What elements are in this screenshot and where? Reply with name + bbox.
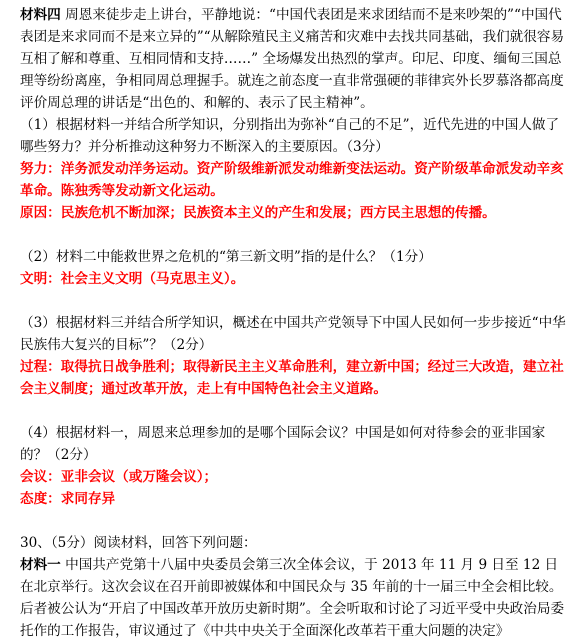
spacer [20,510,569,532]
answer-1-effort: 努力：洋务派发动洋务运动。资产阶级维新派发动维新变法运动。资产阶级革命派发动辛亥革命。陈独秀等发动新文化运动。 [20,161,564,199]
spacer [20,224,569,246]
q30-material1-text: 中国共产党第十八届中央委员会第三次全体会议，于 2013 年 11 月 9 日至 12 日在北京举行。这次会议在召开前即被媒体和中国民众与 35 年前的十一届三中全会相比较。后者被公认为“开启了中国改革开放历史新时期”。全会听取和讨论了习近平受中央政治局委托作的工作报告，审议通过了《中共中央关于全面深化改革若干重大问题的决定》 [20,557,565,639]
spacer [20,290,569,312]
answer-2: 文明：社会主义文明（马克思主义）。 [20,271,245,287]
question-2: （2）材料二中能救世界之危机的“第三新文明”指的是什么？（1分） [20,249,432,265]
q30-material1-paragraph [20,554,569,642]
question-4: （4）根据材料一，周恩来总理参加的是哪个国际会议？中国是如何对待参会的亚非国家的？（2分） [20,425,546,463]
answer-3: 过程：取得抗日战争胜利；取得新民主主义革命胜利，建立新中国；经过三大改造，建立社会主义制度；通过改革开放，走上有中国特色社会主义道路。 [20,359,564,397]
q30-material1-label: 材料一 [20,557,61,573]
spacer [20,400,569,422]
question-30-header: 30、（5分）阅读材料，回答下列问题： [20,535,257,551]
material4-paragraph [20,4,569,114]
question-3: （3）根据材料三并结合所学知识，概述在中国共产党领导下中国人民如何一步步接近“中华民族伟大复兴的目标”？（2分） [20,315,566,353]
answer-4-attitude: 态度：求同存异 [20,491,116,507]
material4-text: 周恩来徒步走上讲台，平静地说：“中国代表团是来求团结而不是来吵架的”“中国代表团是来求同而不是来立异的”“从解除殖民主义痛苦和灾难中去找共同基础，我们就很容易互相了解和尊重、互相同情和支持……” 全场爆发出热烈的掌声。印尼、印度、缅甸三国总理等纷纷离座，争相同周总理握手。就连之前态度一直非常强硬的菲律宾外长罗慕洛都高度评价周总理的讲话是“出色的、和解的、表示了民主精神”。 [20,7,565,111]
question-1: （1）根据材料一并结合所学知识，分别指出为弥补“自己的不足”，近代先进的中国人做了哪些努力？并分析推动这种努力不断深入的主要原因。（3分） [20,117,560,155]
material4-label: 材料四 [20,7,61,23]
answer-1-reason: 原因：民族危机不断加深；民族资本主义的产生和发展；西方民主思想的传播。 [20,205,496,221]
answer-4-conference: 会议：亚非会议（或万隆会议）； [20,469,218,485]
